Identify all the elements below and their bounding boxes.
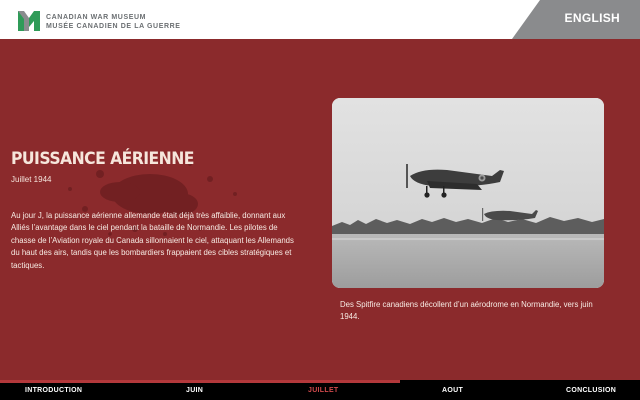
timeline-nav [0, 380, 640, 400]
nav-item-juillet[interactable]: JUILLET [308, 387, 339, 394]
nav-item-juin[interactable]: JUIN [186, 387, 204, 394]
spitfire-photo-icon [332, 98, 604, 288]
museum-logo-icon[interactable] [18, 9, 40, 31]
language-toggle-area[interactable] [512, 0, 640, 39]
section-date: Juillet 1944 [11, 175, 52, 184]
header-bar [0, 0, 640, 39]
nav-item-conclusion[interactable]: CONCLUSION [566, 387, 617, 394]
historical-photo [332, 98, 604, 288]
body-paragraph: Au jour J, la puissance aérienne allemande était déjà très affaiblie, donnant aux Alliés l’avantage dans le ciel pendant la bataille de Normandie. Les pilotes de chasse de l’Aviation royale du Canada sillonnaient le ciel, attaquant les Allemands du haut des airs, tandis que les bombardiers frappaient des cibles stratégiques et tactiques. [11, 211, 294, 270]
brand-line-english: CANADIAN WAR MUSEUM [46, 14, 147, 21]
language-toggle-button[interactable]: ENGLISH [564, 11, 620, 25]
nav-item-aout[interactable]: AOUT [442, 387, 464, 394]
timeline-progress-bar [0, 380, 400, 383]
page-title: PUISSANCE AÉRIENNE [11, 149, 194, 169]
nav-item-introduction[interactable]: INTRODUCTION [25, 387, 83, 394]
photo-caption: Des Spitfire canadiens décollent d’un aérodrome en Normandie, vers juin 1944. [340, 300, 593, 322]
main-content [0, 39, 640, 380]
museum-brand-name [46, 13, 181, 31]
brand-line-french: MUSÉE CANADIEN DE LA GUERRE [46, 23, 181, 30]
